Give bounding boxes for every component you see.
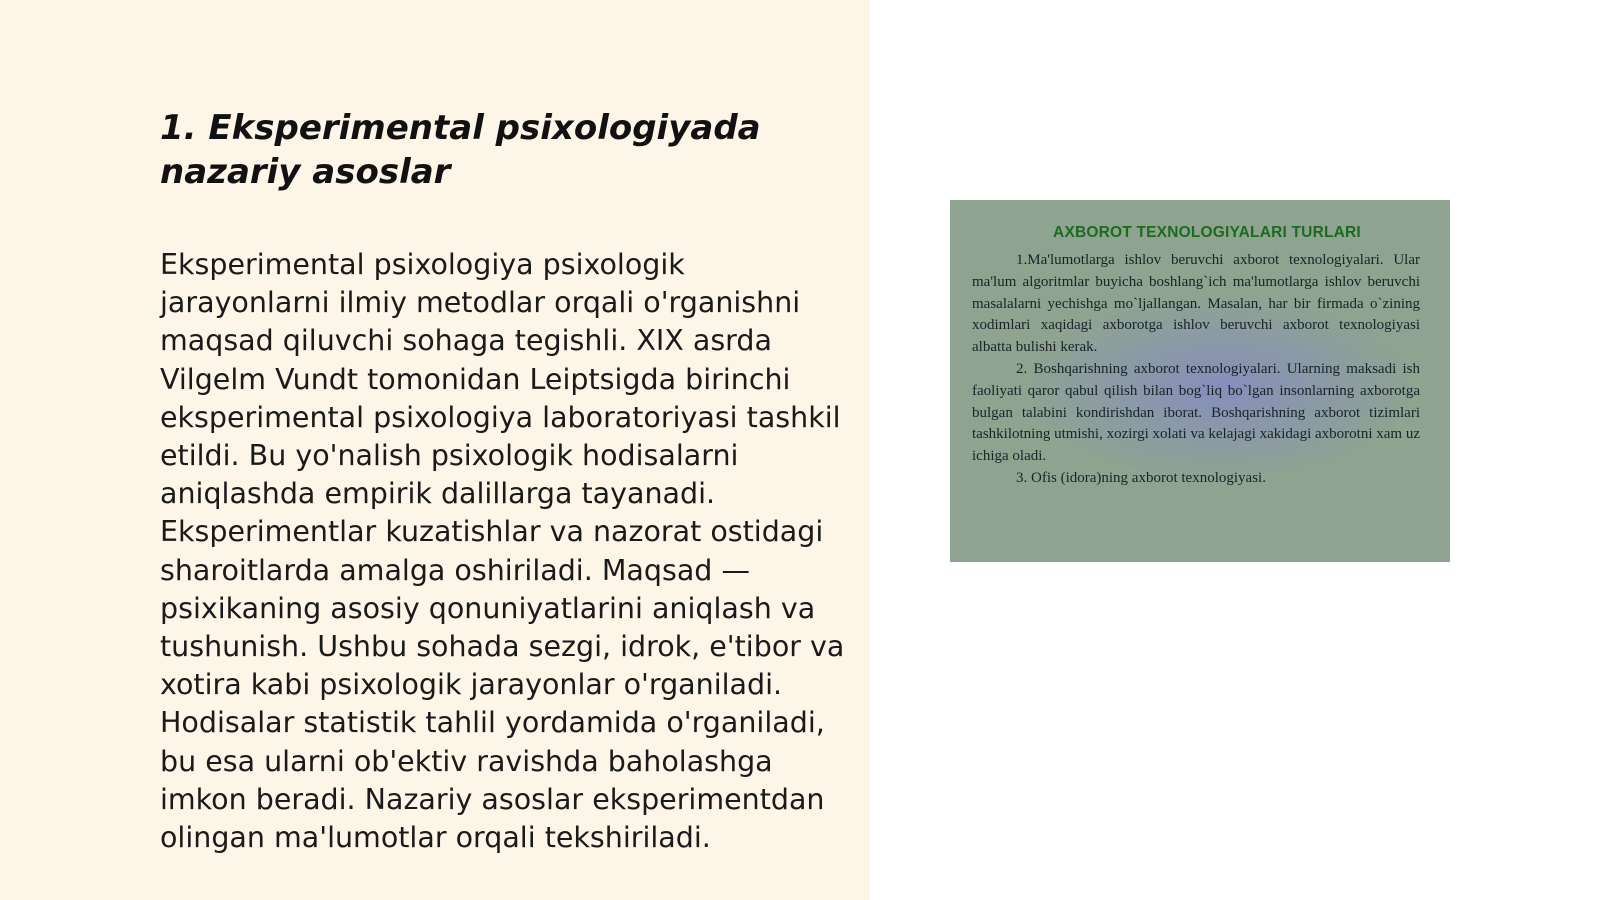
document-paragraph-2: 2. Boshqarishning axborot texnologiyalari. Ularning maksadi ish faoliyati qaror qabul qilish bilan bog`liq bo`lgan insonlarning axborotga bulgan talabini kondirishdan iborat. Boshqarishning axborot tizimlari tashkilotning utmishi, xozirgi xolati va kelajagi xakidagi axborotni xam uz ichiga oladi. bbox=[972, 360, 1420, 465]
slide-title: 1. Eksperimental psixologiyada nazariy asoslar bbox=[160, 108, 761, 192]
document-paragraph-1: 1.Ma'lumotlarga ishlov beruvchi axborot texnologiyalari. Ular ma'lum algoritmlar buyicha boshlang`ich ma'lumotlarga ishlov beruvchi masalalarni yechishga mo`ljallangan. Masalan, har bir firmada o`zining xodimlari xaqidagi axborotga ishlov beruvchi axborot texnologiyasi albatta bulishi kerak. bbox=[972, 252, 1420, 356]
document-image bbox=[950, 200, 1450, 562]
slide-body-text: Eksperimental psixologiya psixologik jarayonlarni ilmiy metodlar orqali o'rganishni maqsad qiluvchi sohaga tegishli. XIX asrda Vilgelm Vundt tomonidan Leiptsigda birinchi eksperimental psixologiya laboratoriyasi tashkil etildi. Bu yo'nalish psixologik hodisalarni aniqlashda empirik dalillarga tayanadi. Eksperimentlar kuzatishlar va nazorat ostidagi sharoitlarda amalga oshiriladi. Maqsad — psixikaning asosiy qonuniyatlarini aniqlash va tushunish. Ushbu sohada sezgi, idrok, e'tibor va xotira kabi psixologik jarayonlar o'rganiladi. Hodisalar statistik tahlil yordamida o'rganiladi, bu esa ularni ob'ektiv ravishda baholashga imkon beradi. Nazariy asoslar eksperimentdan olingan ma'lumotlar orqali tekshiriladi. bbox=[160, 248, 845, 855]
document-paragraph-3: 3. Ofis (idora)ning axborot texnologiyasi. bbox=[1016, 469, 1266, 486]
document-image-heading: AXBOROT TEXNOLOGIYALARI TURLARI bbox=[1053, 224, 1361, 241]
